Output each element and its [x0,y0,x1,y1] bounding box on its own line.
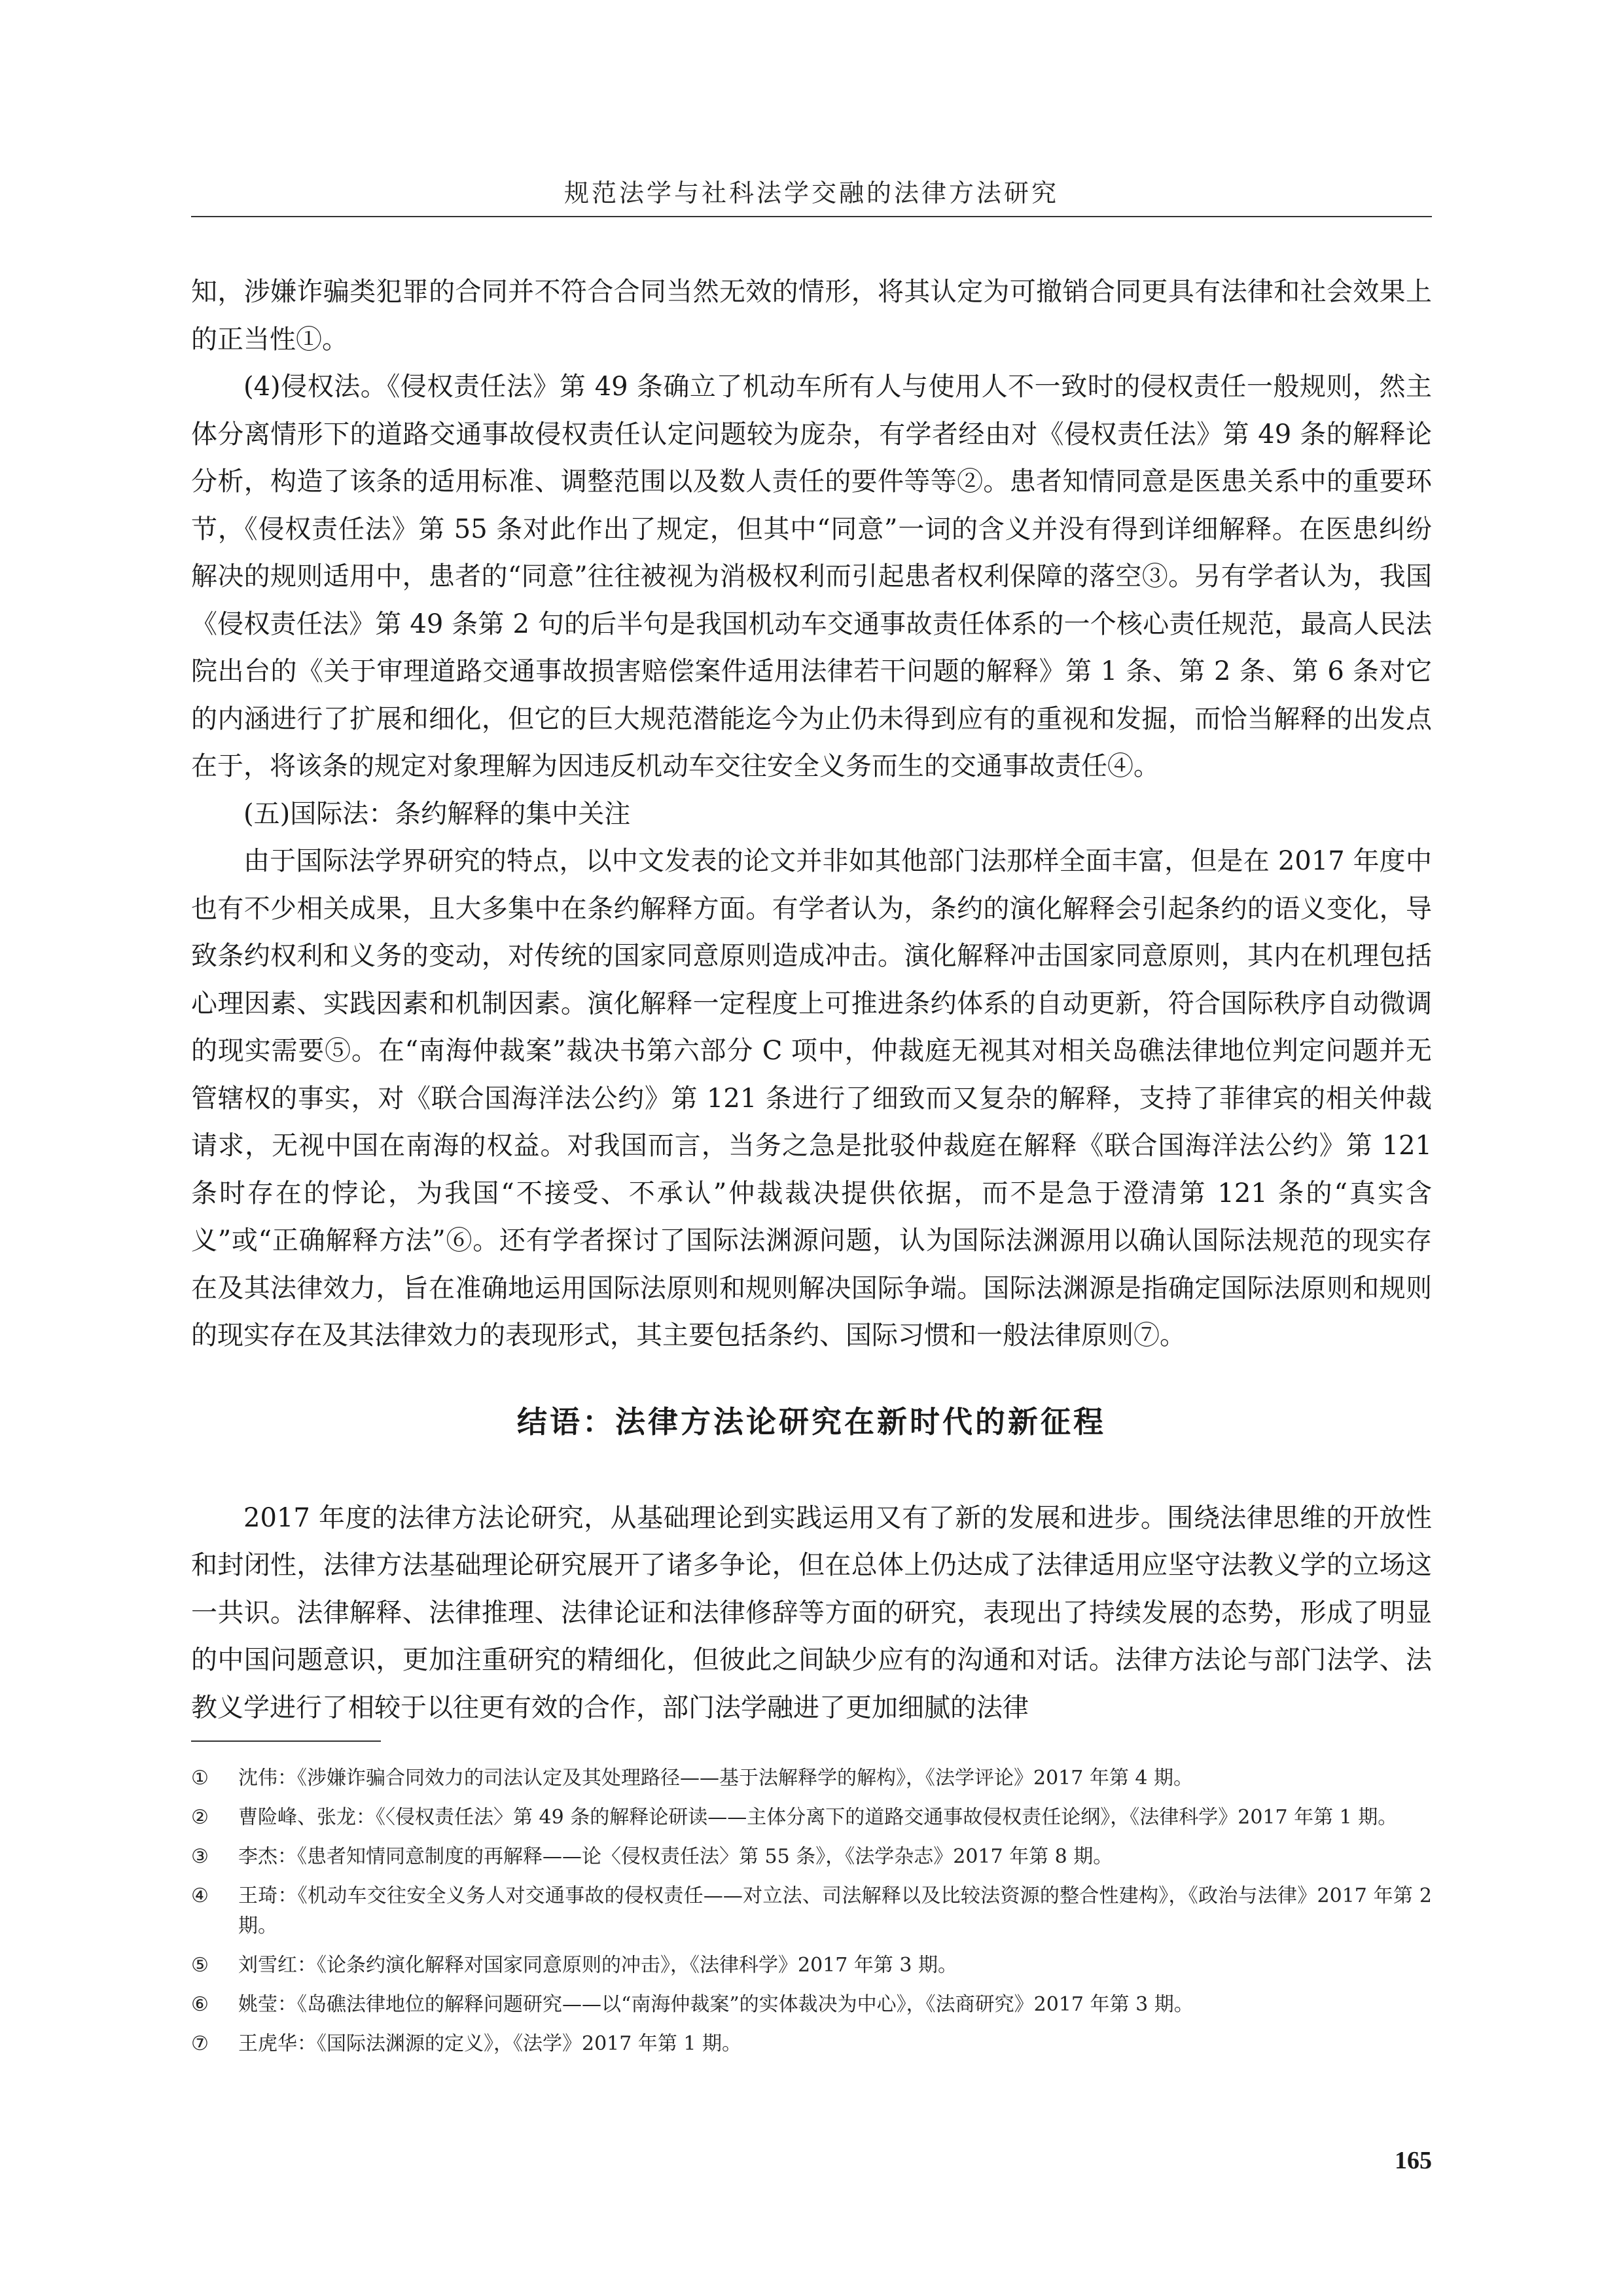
footnote-text: 王虎华：《国际法渊源的定义》，《法学》2017 年第 1 期。 [238,2032,742,2055]
paragraph-continued: 知，涉嫌诈骗类犯罪的合同并不符合合同当然无效的情形，将其认定为可撤销合同更具有法律和社会效果上的正当性①。 [191,277,1432,355]
footnote-mark: ④ [191,1884,209,1907]
footnote-mark: ⑤ [191,1954,209,1977]
footnote-mark: ⑥ [191,1993,209,2016]
footnote-mark: ③ [191,1845,209,1868]
footnote-2 [191,1803,1432,1833]
paragraph-international-law: 由于国际法学界研究的特点，以中文发表的论文并非如其他部门法那样全面丰富，但是在 2017 年度中也有不少相关成果，且大多集中在条约解释方面。有学者认为，条约的演化解释会引起条约的语义变化，导致条约权利和义务的变动，对传统的国家同意原则造成冲击。演化解释冲击国家同意原则，其内在机理包括心理因素、实践因素和机制因素。演化解释一定程度上可推进条约体系的自动更新，符合国际秩序自动微调的现实需要⑤。在“南海仲裁案”裁决书第六部分 C 项中，仲裁庭无视其对相关岛礁法律地位判定问题并无管辖权的事实，对《联合国海洋法公约》第 121 条进行了细致而又复杂的解释，支持了菲律宾的相关仲裁请求，无视中国在南海的权益。对我国而言，当务之急是批驳仲裁庭在解释《联合国海洋法公约》第 121 条时存在的悖论，为我国“不接受、不承认”仲裁裁决提供依据，而不是急于澄清第 121 条的“真实含义”或“正确解释方法”⑥。还有学者探讨了国际法渊源问题，认为国际法渊源用以确认国际法规范的现实存在及其法律效力，旨在准确地运用国际法原则和规则解决国际争端。国际法渊源是指确定国际法原则和规则的现实存在及其法律效力的表现形式，其主要包括条约、国际习惯和一般法律原则⑦。 [191,846,1432,1351]
footnote-1 [191,1763,1432,1793]
footnote-mark: ① [191,1767,209,1790]
footnote-text: 王琦：《机动车交往安全义务人对交通事故的侵权责任——对立法、司法解释以及比较法资源的整合性建构》，《政治与法律》2017 年第 2 期。 [238,1884,1432,1937]
paragraph-conclusion: 2017 年度的法律方法论研究，从基础理论到实践运用又有了新的发展和进步。围绕法律思维的开放性和封闭性，法律方法基础理论研究展开了诸多争论，但在总体上仍达成了法律适用应坚守法教义学的立场这一共识。法律解释、法律推理、法律论证和法律修辞等方面的研究，表现出了持续发展的态势，形成了明显的中国问题意识，更加注重研究的精细化，但彼此之间缺少应有的沟通和对话。法律方法论与部门法学、法教义学进行了相较于以往更有效的合作，部门法学融进了更加细腻的法律 [191,1502,1432,1723]
footnote-7 [191,2029,1432,2059]
running-header: 规范法学与社科法学交融的法律方法研究 [563,179,1059,207]
footnote-rule [191,1740,381,1742]
footnote-6 [191,1990,1432,2020]
footnote-text: 李杰：《患者知情同意制度的再解释——论〈侵权责任法〉第 55 条》，《法学杂志》2017 年第 8 期。 [238,1845,1113,1868]
body-text [191,268,1432,1731]
footnote-5 [191,1951,1432,1981]
page-number: 165 [1395,2147,1432,2174]
footnotes [191,1763,1432,2068]
paragraph-tort-law: (4)侵权法。《侵权责任法》第 49 条确立了机动车所有人与使用人不一致时的侵权责任一般规则，然主体分离情形下的道路交通事故侵权责任认定问题较为庞杂，有学者经由对《侵权责任法》第 49 条的解释论分析，构造了该条的适用标准、调整范围以及数人责任的要件等等②。患者知情同意是医患关系中的重要环节，《侵权责任法》第 55 条对此作出了规定，但其中“同意”一词的含义并没有得到详细解释。在医患纠纷解决的规则适用中，患者的“同意”往往被视为消极权利而引起患者权利保障的落空③。另有学者认为，我国《侵权责任法》第 49 条第 2 句的后半句是我国机动车交通事故责任体系的一个核心责任规范，最高人民法院出台的《关于审理道路交通事故损害赔偿案件适用法律若干问题的解释》第 1 条、第 2 条、第 6 条对它的内涵进行了扩展和细化，但它的巨大规范潜能迄今为止仍未得到应有的重视和发掘，而恰当解释的出发点在于，将该条的规定对象理解为因违反机动车交往安全义务而生的交通事故责任④。 [191,372,1432,781]
footnote-text: 沈伟：《涉嫌诈骗合同效力的司法认定及其处理路径——基于法解释学的解构》，《法学评论》2017 年第 4 期。 [238,1767,1194,1790]
subsection-heading-international-law: (五)国际法：条约解释的集中关注 [243,798,631,829]
footnote-mark: ⑦ [191,2032,209,2055]
footnote-text: 刘雪红：《论条约演化解释对国家同意原则的冲击》，《法律科学》2017 年第 3 期。 [238,1954,958,1977]
section-heading-conclusion: 结语：法律方法论研究在新时代的新征程 [517,1404,1106,1439]
footnote-text: 姚莹：《岛礁法律地位的解释问题研究——以“南海仲裁案”的实体裁决为中心》，《法商研究》2017 年第 3 期。 [238,1993,1194,2016]
footnote-4 [191,1881,1432,1941]
header-rule [191,216,1432,217]
footnote-mark: ② [191,1806,209,1829]
footnote-3 [191,1842,1432,1872]
footnote-text: 曹险峰、张龙：《〈侵权责任法〉第 49 条的解释论研读——主体分离下的道路交通事故侵权责任论纲》，《法律科学》2017 年第 1 期。 [238,1806,1398,1829]
